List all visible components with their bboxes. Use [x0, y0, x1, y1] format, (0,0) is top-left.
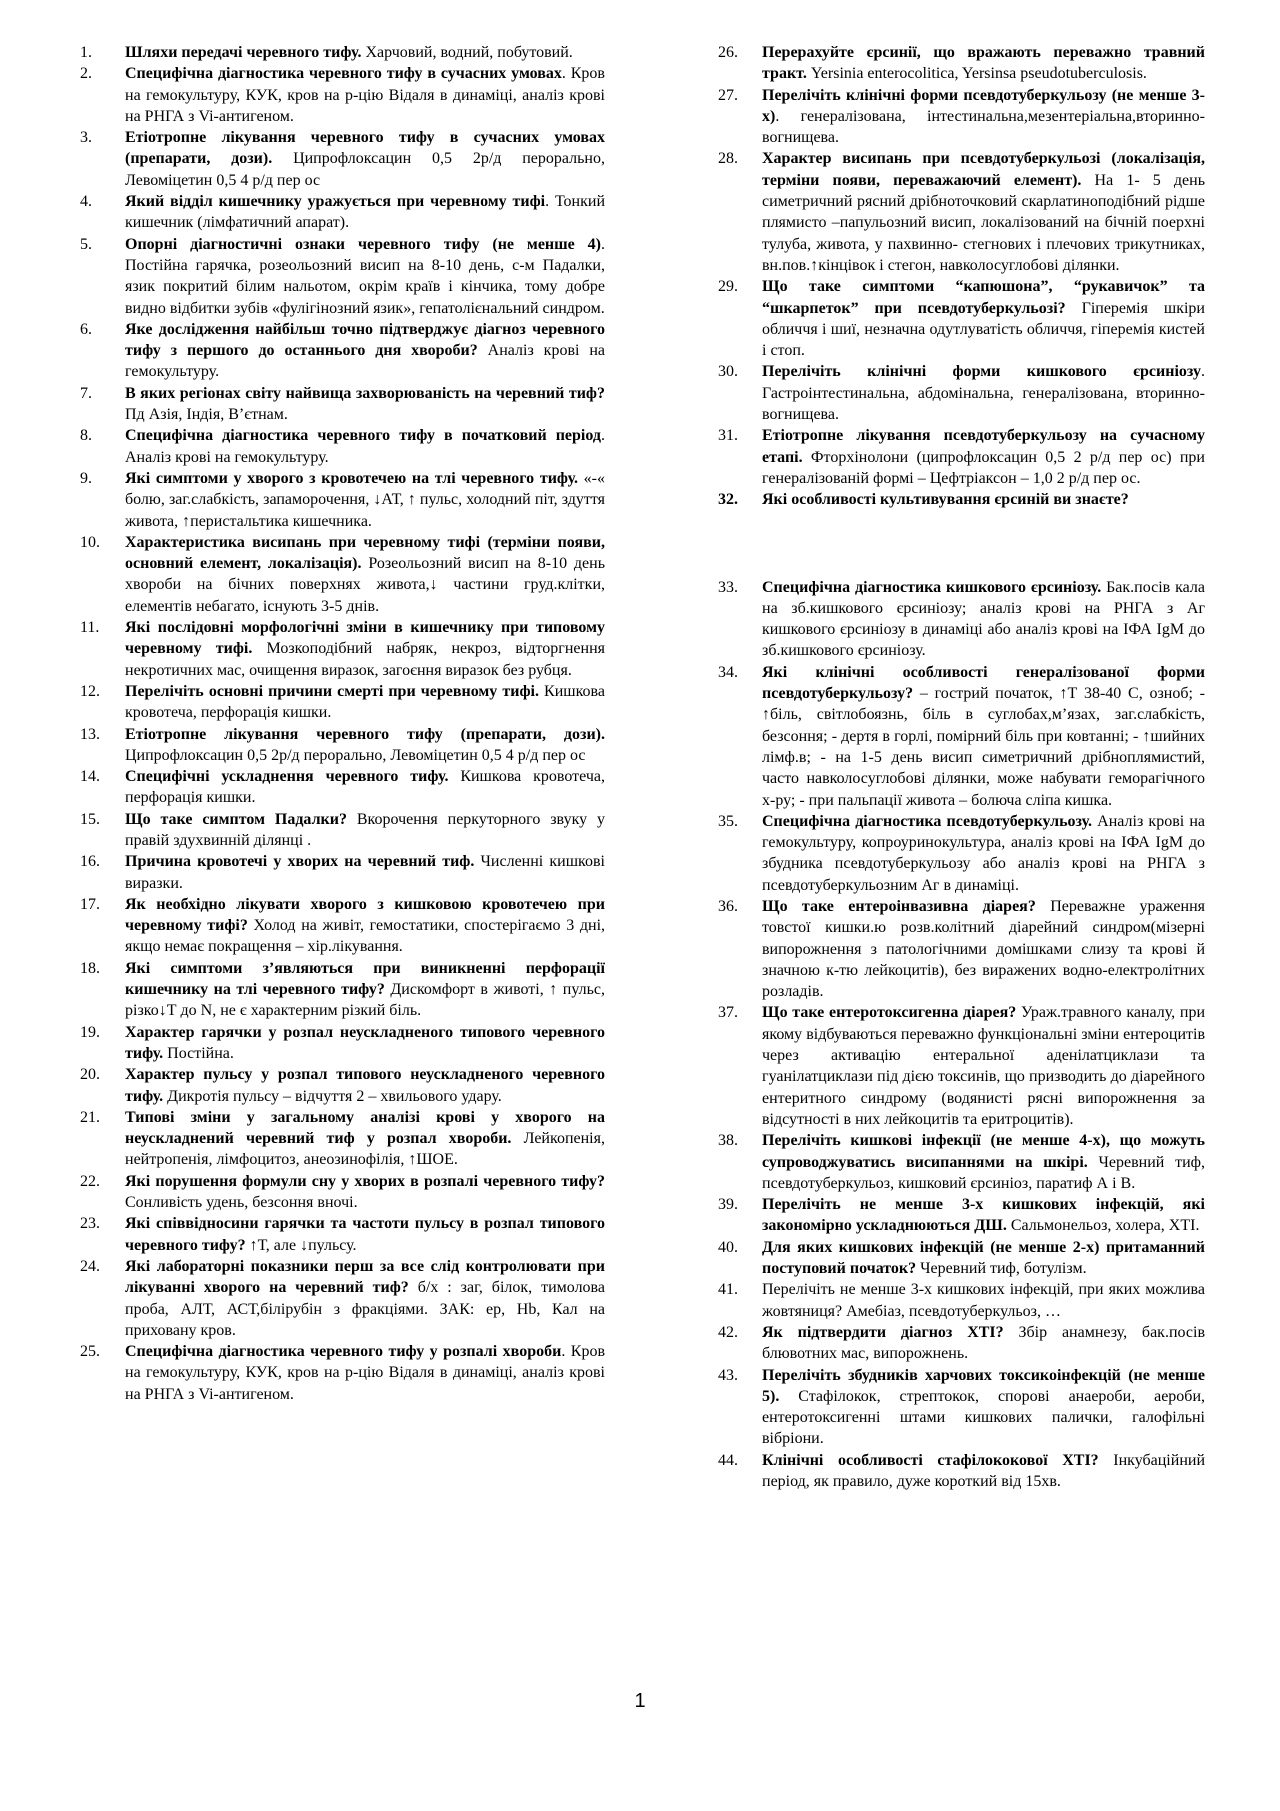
- question-number: 17.: [80, 895, 100, 913]
- answer-text: – гострий початок, ↑Т 38-40 С, озноб; - ↑біль, світлобоязнь, біль в суглобах,м’язах, заг.слабкість, безсоння; - дертя в горлі, помірний біль при ковтанні; - ↑шийних лімф.в; - на 1-5 день висип симетричний дрібноплямистий, часто навколосуглобові ділянки, може набувати геморагічного х-ру; - при пальпації живота – болюча сліпа кишка.: [762, 685, 1205, 809]
- question-number: 34.: [718, 663, 738, 681]
- question-body: [125, 1213, 605, 1256]
- question-number: 14.: [80, 768, 100, 786]
- question-item: [80, 191, 605, 234]
- answer-text: Збір анамнезу, бак.посів блювотних мас, випорожнень.: [762, 1323, 1205, 1363]
- question-text: Що таке ентероінвазивна діарея?: [762, 897, 1036, 915]
- right-column: [718, 42, 1205, 1492]
- question-item: [80, 42, 605, 63]
- question-text: Специфічна діагностика псевдотуберкульозу.: [762, 812, 1093, 830]
- question-text: Клінічні особливості стафілококової ХТІ?: [762, 1451, 1099, 1469]
- answer-text: Кишкова кровотеча, перфорація кишки.: [125, 768, 606, 807]
- question-body: [125, 1064, 605, 1107]
- question-text: Які порушення формули сну у хворих в розпалі черевного тифу?: [125, 1172, 605, 1190]
- question-number: 2.: [80, 65, 92, 83]
- question-number: 28.: [718, 150, 738, 168]
- answer-text: Черевний тиф, псевдотуберкульоз, кишковий єрсиніоз, паратиф А і В.: [762, 1153, 1206, 1192]
- question-text: Які клінічні особливості генералізованої форми псевдотуберкульозу?: [762, 663, 1205, 703]
- question-number: 22.: [80, 1172, 100, 1190]
- question-number: 41.: [718, 1281, 738, 1299]
- question-item: [718, 662, 1205, 811]
- question-text: Причина кровотечі у хворих на черевний тиф.: [125, 853, 475, 871]
- answer-text: . Кров на гемокультуру, КУК, кров на р-цію Відаля в динаміці, аналіз крові на РНГА з Vi-антигеном.: [125, 65, 605, 125]
- question-item: [80, 1171, 605, 1214]
- question-number: 20.: [80, 1066, 100, 1084]
- question-number: 35.: [718, 812, 738, 830]
- question-text: Типові зміни у загальному аналізі крові у хворого на неускладнений черевний тиф у розпал хвороби.: [125, 1108, 605, 1148]
- question-item: [718, 1322, 1205, 1365]
- question-text: Перерахуйте єрсинії, що вражають переважно травний тракт.: [762, 44, 1205, 83]
- answer-text: Холод на живіт, гемостатики, спостерігаємо 3 дні, якщо немає покращення – хір.лікування.: [125, 917, 606, 956]
- question-body: [125, 63, 605, 127]
- question-item: [718, 42, 1205, 85]
- question-text: Специфічна діагностика черевного тифу у розпалі хвороби: [125, 1343, 562, 1361]
- question-text: Що таке симптоми “капюшона”, “рукавичок” та “шкарпеток” при псевдотуберкульозі?: [762, 278, 1205, 317]
- question-body: [762, 489, 1205, 510]
- answer-text: . Постійна гарячка, розеольозний висип на 8-10 день, с-м Падалки, язик покритий білим нальотом, окрім країв і кінчика, тому добре видно відбитки зубів «фулігінозний язик», гепатолієнальний синдром.: [125, 235, 605, 317]
- answer-text: б/х : заг, білок, тимолова проба, АЛТ, АСТ,білірубін з фракціями. ЗАК: ер, Hb, Кал на приховану кров.: [125, 1279, 605, 1339]
- question-item: [80, 127, 605, 191]
- question-number: 37.: [718, 1004, 738, 1022]
- answer-text: Черевний тиф, ботулізм.: [916, 1260, 1087, 1278]
- question-number: 4.: [80, 193, 92, 211]
- question-item: [718, 425, 1205, 489]
- question-item: [718, 85, 1205, 149]
- question-body: [762, 148, 1205, 276]
- question-body: [762, 1365, 1205, 1450]
- left-column: [80, 42, 605, 1405]
- question-number: 36.: [718, 897, 738, 915]
- answer-text: Ципрофлоксацин 0,5 2р/д перорально, Левоміцетин 0,5 4 р/д пер ос: [125, 746, 586, 764]
- question-item: [80, 1107, 605, 1171]
- answer-text: Аналіз крові на гемокультуру, копроуринокультура, аналіз крові на ІФА IgM до збудника псевдотуберкульозу або аналіз крові на РНГА з псевдотуберкульозним Аг в динаміці.: [762, 812, 1205, 894]
- question-number: 21.: [80, 1108, 100, 1126]
- question-text: Перелічіть кишкові інфекції (не менше 4-х), що можуть супроводжуватись висипаннями на шкірі.: [762, 1132, 1205, 1171]
- answer-text: Харчовий, водний, побутовий.: [361, 44, 573, 61]
- question-number: 43.: [718, 1366, 738, 1384]
- question-body: [762, 361, 1205, 425]
- question-text: Які симптоми у хворого з кровотечею на тлі черевного тифу.: [125, 469, 578, 487]
- question-text: Специфічні ускладнення черевного тифу.: [125, 768, 449, 786]
- question-text: Характеристика висипань при черевному тифі (терміни появи, основний елемент, локалізація).: [125, 533, 605, 573]
- question-body: [125, 42, 605, 63]
- question-number: 15.: [80, 810, 100, 828]
- question-body: [125, 809, 605, 852]
- question-body: [125, 1022, 605, 1065]
- question-text: Перелічіть клінічні форми псевдотуберкульозу (не менше 3-х): [762, 86, 1205, 125]
- question-body: [125, 1107, 605, 1171]
- answer-text: Вкорочення перкуторного звуку у правій здухвинній ділянці .: [125, 810, 605, 849]
- answer-text: Мозкоподібний набряк, некроз, відторгнення некротичних мас, очищення виразок, загоєння виразок без рубця.: [125, 640, 606, 679]
- question-text: В яких регіонах світу найвища захворюваність на черевний тиф?: [125, 384, 605, 402]
- question-item: [718, 361, 1205, 425]
- question-number: 42.: [718, 1323, 738, 1341]
- question-text: Характер пульсу у розпал типового неускладненого черевного тифу.: [125, 1066, 605, 1105]
- question-body: [762, 896, 1205, 1002]
- answer-text: Перелічіть не менше 3-х кишкових інфекцій, при яких можлива жовтяниця? Амебіаз, псевдотуберкульоз, …: [762, 1281, 1205, 1320]
- question-item: [80, 319, 605, 383]
- question-number: 31.: [718, 427, 738, 445]
- answer-text: На 1- 5 день симетричний рясний дрібноточковий скарлатиноподібний рідше плямисто –папульозний висип, локалізований на бічній поерхні тулуба, живота, у пахвинно- стегнових і плечових трикутниках, вн.пов.↑кінцівок і стегон, навколосуглобові ділянки.: [762, 171, 1205, 274]
- question-text: Які симптоми з’являються при виникненні перфорації кишечнику на тлі черевного тифу?: [125, 959, 605, 999]
- question-number: 11.: [80, 619, 100, 637]
- question-text: Характер гарячки у розпал неускладненого типового черевного тифу.: [125, 1023, 605, 1062]
- question-item: [80, 532, 605, 617]
- question-body: [125, 958, 605, 1022]
- answer-text: Сальмонельоз, холера, ХТІ.: [1006, 1217, 1200, 1235]
- question-number: 32.: [718, 491, 738, 509]
- question-number: 12.: [80, 682, 100, 700]
- question-body: [125, 425, 605, 468]
- answer-text: Фторхінолони (ципрофлоксацин 0,5 2 р/д пер ос) при генералізованій формі – Цефтріаксон – 1,0 2 р/д пер ос.: [762, 448, 1205, 487]
- question-text: Специфічна діагностика кишкового єрсиніозу.: [762, 578, 1102, 596]
- answer-text: Бак.посів кала на зб.кишкового єрсиніозу; аналіз крові на РНГА з Аг кишкового єрсиніозу в динаміці або аналіз крові на ІФА IgM до зб.кишкового єрсиніозу.: [762, 578, 1205, 660]
- answer-text: . Тонкий кишечник (лімфатичний апарат).: [125, 193, 606, 232]
- question-item: [80, 1213, 605, 1256]
- question-text: Як підтвердити діагноз ХТІ?: [762, 1323, 1004, 1341]
- question-item: [80, 1341, 605, 1405]
- question-text: Який відділ кишечнику уражується при черевному тифі: [125, 193, 546, 211]
- answer-text: Постійна.: [163, 1044, 234, 1062]
- question-text: Специфічна діагностика черевного тифу в початковий період: [125, 427, 601, 445]
- question-number: 9.: [80, 469, 92, 487]
- answer-text: Кишкова кровотеча, перфорація кишки.: [125, 682, 605, 722]
- question-item: [80, 724, 605, 767]
- question-number: 26.: [718, 44, 738, 61]
- question-item: [80, 681, 605, 724]
- question-item: [718, 489, 1205, 510]
- question-item: [80, 1256, 605, 1341]
- question-item: [718, 1365, 1205, 1450]
- question-item: [80, 63, 605, 127]
- question-number: 10.: [80, 533, 100, 551]
- question-item: [718, 811, 1205, 896]
- question-number: 30.: [718, 363, 738, 381]
- question-text: Специфічна діагностика черевного тифу в сучасних умовах: [125, 65, 562, 83]
- question-number: 27.: [718, 86, 738, 104]
- question-text: Етіотропне лікування черевного тифу в сучасних умовах (препарати, дози).: [125, 129, 605, 168]
- question-body: [125, 319, 605, 383]
- answer-text: Ураж.травного каналу, при якому відбуваються переважно функціональні зміни ентероцитів через активацію ентеральної аденілатциклази та гуанілатциклази під дією токсинів, що призводить до діарейного ентеритного синдрому (водянисті рясні випорожнення за відсутності в них лейкоцитів та еритроцитів).: [762, 1004, 1205, 1128]
- question-number: 16.: [80, 853, 100, 871]
- question-item: [80, 809, 605, 852]
- column-gap: [718, 511, 1205, 577]
- question-body: [125, 724, 605, 767]
- question-number: 7.: [80, 384, 92, 402]
- question-text: Яке дослідження найбільш точно підтверджує діагноз черевного тифу з першого до останнього дня хвороби?: [125, 320, 605, 360]
- question-text: Для яких кишкових інфекцій (не менше 2-х) притаманний поступовий початок?: [762, 1238, 1205, 1278]
- question-text: Які лабораторні показники перш за все слід контролювати при лікуванні хворого на черевний тиф?: [125, 1257, 605, 1297]
- answer-text: Yersinia enterocolitica, Yersinsa pseudotuberculosis.: [806, 65, 1147, 83]
- question-number: 19.: [80, 1023, 100, 1041]
- answer-text: «-« болю, заг.слабкість, запаморочення, ↓АТ, ↑ пульс, холодний піт, здуття живота, ↑перистальтика кишечника.: [125, 469, 606, 530]
- question-body: [762, 811, 1205, 896]
- question-text: Етіотропне лікування черевного тифу (препарати, дози).: [125, 725, 605, 743]
- question-number: 25.: [80, 1343, 100, 1361]
- question-text: Які співвідносини гарячки та частоти пульсу в розпал типового черевного тифу?: [125, 1215, 605, 1254]
- answer-text: Лейкопенія, нейтропенія, лімфоцитоз, анеозинофілія, ↑ШОЕ.: [125, 1130, 605, 1169]
- question-item: [718, 896, 1205, 1002]
- question-text: Характер висипань при псевдотуберкульозі (локалізація, терміни появи, переважаючий елемент).: [762, 150, 1205, 189]
- question-text: Які особливості культивування єрсиній ви знаєте?: [762, 491, 1129, 509]
- question-text: Шляхи передачі черевного тифу.: [125, 44, 362, 61]
- question-body: [125, 468, 605, 532]
- answer-text: Гіперемія шкіри обличчя і шиї, незначна одутлуватість обличчя, гіперемія кистей і стоп.: [762, 299, 1205, 360]
- question-item: [80, 766, 605, 809]
- question-item: [80, 1064, 605, 1107]
- answer-text: Дискомфорт в животі, ↑ пульс, різко↓Т до N, не є характерним різкий біль.: [125, 981, 606, 1020]
- question-body: [125, 894, 605, 958]
- question-text: Етіотропне лікування псевдотуберкульозу на сучасному етапі.: [762, 427, 1205, 466]
- question-item: [80, 958, 605, 1022]
- question-item: [718, 1130, 1205, 1194]
- answer-text: Інкубаційний період, як правило, дуже короткий від 15хв.: [762, 1451, 1206, 1490]
- answer-text: Сонливість удень, безсоння вночі.: [125, 1194, 358, 1212]
- question-body: [762, 1130, 1205, 1194]
- question-body: [125, 191, 605, 234]
- question-number: 33.: [718, 578, 738, 596]
- answer-text: . Аналіз крові на гемокультуру.: [125, 427, 605, 466]
- answer-text: . Кров на гемокультуру, КУК, кров на р-цію Відаля в динаміці, аналіз крові на РНГА з Vi-антигеном.: [125, 1343, 606, 1403]
- question-number: 40.: [718, 1238, 738, 1256]
- question-body: [762, 1194, 1205, 1237]
- question-body: [762, 85, 1205, 149]
- answer-text: Переважне ураження товстої кишки.ю розв.колітний діарейний синдром(мізерні випорожнення з патологічними домішками слизу та крові й значною к-тю лейкоцитів), без виражених водно-електролітних розладів.: [762, 897, 1206, 1001]
- answer-text: Ципрофлоксацин 0,5 2р/д перорально, Левоміцетин 0,5 4 р/д пер ос: [125, 150, 605, 189]
- question-item: [718, 1237, 1205, 1280]
- question-text: Опорні діагностичні ознаки черевного тифу (не менше 4): [125, 235, 601, 253]
- question-body: [125, 617, 605, 681]
- page-number: 1: [634, 1690, 646, 1712]
- question-item: [80, 617, 605, 681]
- question-item: [718, 1002, 1205, 1130]
- question-number: 24.: [80, 1257, 100, 1275]
- question-text: Перелічіть не менше 3-х кишкових інфекцій, які закономірно ускладнюються ДШ.: [762, 1196, 1205, 1235]
- question-item: [718, 577, 1205, 662]
- question-text: Що таке симптом Падалки?: [125, 810, 347, 828]
- question-item: [718, 1194, 1205, 1237]
- question-body: [125, 532, 605, 617]
- question-text: Як необхідно лікувати хворого з кишковою кровотечею при черевному тифі?: [125, 895, 605, 935]
- question-item: [80, 383, 605, 426]
- question-number: 44.: [718, 1451, 738, 1469]
- question-body: [125, 681, 605, 724]
- question-body: [125, 127, 605, 191]
- question-body: [762, 42, 1205, 85]
- question-number: 29.: [718, 278, 738, 296]
- question-number: 1.: [80, 44, 92, 61]
- question-item: [80, 894, 605, 958]
- question-number: 3.: [80, 129, 92, 147]
- question-item: [80, 1022, 605, 1065]
- question-body: [762, 1322, 1205, 1365]
- question-number: 13.: [80, 725, 100, 743]
- question-text: Що таке ентеротоксигенна діарея?: [762, 1004, 1017, 1022]
- question-number: 6.: [80, 320, 92, 338]
- answer-text: Численні кишкові виразки.: [125, 853, 605, 892]
- question-number: 8.: [80, 427, 92, 445]
- question-body: [762, 1002, 1205, 1130]
- answer-text: Стафілокок, стрептокок, спорові анаероби, аероби, ентеротоксигенні штами кишкових палички, галофільні вібріони.: [762, 1387, 1205, 1448]
- question-body: [125, 851, 605, 894]
- question-body: [762, 577, 1205, 662]
- question-number: 38.: [718, 1132, 738, 1150]
- question-item: [718, 1279, 1205, 1322]
- question-body: [125, 383, 605, 426]
- answer-text: . генералізована, інтестинальна,мезентеріальна,вторинно-вогнищева.: [762, 107, 1205, 147]
- question-number: 23.: [80, 1215, 100, 1233]
- question-text: Перелічіть збудників харчових токсикоінфекцій (не менше 5).: [762, 1366, 1205, 1405]
- answer-text: ↑Т, але ↓пульсу.: [245, 1236, 357, 1254]
- question-item: [80, 425, 605, 468]
- question-body: [125, 234, 605, 319]
- question-text: Перелічіть основні причини смерті при черевному тифі.: [125, 682, 539, 700]
- question-body: [125, 1171, 605, 1214]
- question-item: [718, 276, 1205, 361]
- question-number: 18.: [80, 959, 100, 977]
- question-body: [762, 1279, 1205, 1322]
- question-text: Перелічіть клінічні форми кишкового єрсиніозу: [762, 363, 1201, 381]
- question-item: [80, 851, 605, 894]
- question-item: [718, 148, 1205, 276]
- question-body: [762, 276, 1205, 361]
- question-text: Які послідовні морфологічні зміни в кишечнику при типовому черевному тифі.: [125, 619, 605, 658]
- question-item: [80, 468, 605, 532]
- question-body: [125, 766, 605, 809]
- question-body: [762, 1237, 1205, 1280]
- answer-text: Аналіз крові на гемокультуру.: [125, 342, 606, 381]
- question-body: [762, 425, 1205, 489]
- answer-text: . Гастроінтестинальна, абдомінальна, генералізована, вторинно-вогнищева.: [762, 363, 1205, 424]
- question-number: 39.: [718, 1196, 738, 1214]
- answer-text: Дикротія пульсу – відчуття 2 – хвильового удару.: [163, 1087, 502, 1105]
- question-item: [80, 234, 605, 319]
- question-body: [762, 662, 1205, 811]
- question-body: [762, 1450, 1205, 1493]
- question-body: [125, 1341, 605, 1405]
- question-item: [718, 1450, 1205, 1493]
- answer-text: Розеольозний висип на 8-10 день хвороби на бічних поверхнях живота,↓ частини груд.клітки, елементів небагато, існують 3-5 днів.: [125, 555, 605, 615]
- question-number: 5.: [80, 235, 92, 253]
- answer-text: Пд Азія, Індія, В’єтнам.: [125, 406, 288, 424]
- question-body: [125, 1256, 605, 1341]
